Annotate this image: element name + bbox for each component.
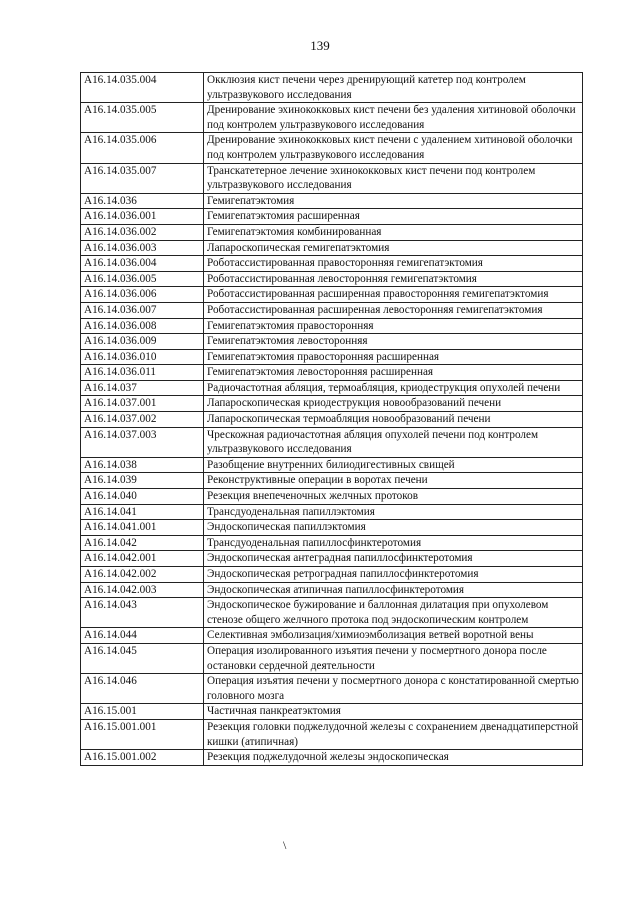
procedure-name-cell: Чрескожная радиочастотная абляция опухолей печени под контролем ультразвукового исследования [204, 427, 583, 457]
procedure-code-cell: A16.14.041.001 [81, 520, 204, 536]
table-row [81, 750, 583, 766]
procedure-name-cell: Дренирование эхинококковых кист печени без удаления хитиновой оболочки под контролем ультразвукового исследования [204, 103, 583, 133]
procedure-name-cell: Гемигепатэктомия [204, 193, 583, 209]
procedure-name-cell: Роботассистированная расширенная правосторонняя гемигепатэктомия [204, 287, 583, 303]
table-row [81, 674, 583, 704]
procedure-name-cell: Гемигепатэктомия комбинированная [204, 224, 583, 240]
procedure-name-cell: Резекция поджелудочной железы эндоскопическая [204, 750, 583, 766]
procedure-code-cell: A16.14.042.002 [81, 567, 204, 583]
procedure-name-cell: Эндоскопическое бужирование и баллонная дилатация при опухолевом стенозе общего желчного протока под эндоскопическим контролем [204, 598, 583, 628]
procedure-name-cell: Разобщение внутренних билиодигестивных свищей [204, 457, 583, 473]
procedure-code-cell: A16.14.045 [81, 643, 204, 673]
procedure-name-cell: Операция изъятия печени у посмертного донора с констатированной смертью головного мозга [204, 674, 583, 704]
procedure-name-cell: Эндоскопическая атипичная папиллосфинктеротомия [204, 582, 583, 598]
procedure-name-cell: Реконструктивные операции в воротах печени [204, 473, 583, 489]
procedure-name-cell: Гемигепатэктомия левосторонняя расширенная [204, 365, 583, 381]
table-row [81, 504, 583, 520]
procedure-code-cell: A16.14.037.001 [81, 396, 204, 412]
procedure-code-cell: A16.14.035.007 [81, 163, 204, 193]
procedure-code-cell: A16.14.042.003 [81, 582, 204, 598]
table-row [81, 457, 583, 473]
table-row [81, 271, 583, 287]
procedure-name-cell: Окклюзия кист печени через дренирующий катетер под контролем ультразвукового исследования [204, 73, 583, 103]
procedure-name-cell: Частичная панкреатэктомия [204, 704, 583, 720]
table-row [81, 302, 583, 318]
footer-mark: \ [283, 838, 287, 852]
procedure-name-cell: Радиочастотная абляция, термоабляция, криодеструкция опухолей печени [204, 380, 583, 396]
procedure-code-cell: A16.14.037 [81, 380, 204, 396]
procedure-code-cell: A16.14.043 [81, 598, 204, 628]
procedure-name-cell: Гемигепатэктомия правосторонняя расширенная [204, 349, 583, 365]
procedure-name-cell: Эндоскопическая ретроградная папиллосфинктеротомия [204, 567, 583, 583]
procedure-code-cell: A16.14.036.002 [81, 224, 204, 240]
table-row [81, 133, 583, 163]
table-row [81, 256, 583, 272]
table-row [81, 489, 583, 505]
table-row [81, 396, 583, 412]
procedure-name-cell: Трансдуоденальная папиллэктомия [204, 504, 583, 520]
table-row [81, 643, 583, 673]
table-row [81, 520, 583, 536]
procedure-code-cell: A16.14.036.003 [81, 240, 204, 256]
table-row [81, 719, 583, 749]
table-row [81, 598, 583, 628]
table-row [81, 287, 583, 303]
table-row [81, 427, 583, 457]
table-row [81, 73, 583, 103]
procedure-code-cell: A16.14.035.004 [81, 73, 204, 103]
procedure-name-cell: Лапароскопическая термоабляция новообразований печени [204, 412, 583, 428]
procedure-code-cell: A16.14.039 [81, 473, 204, 489]
procedure-code-cell: A16.14.036.011 [81, 365, 204, 381]
table-body [81, 73, 583, 766]
table-row [81, 582, 583, 598]
table-row [81, 535, 583, 551]
procedure-code-cell: A16.14.037.003 [81, 427, 204, 457]
procedure-code-cell: A16.14.036 [81, 193, 204, 209]
table-row [81, 365, 583, 381]
procedure-name-cell: Эндоскопическая антеградная папиллосфинктеротомия [204, 551, 583, 567]
table-row [81, 193, 583, 209]
procedure-name-cell: Гемигепатэктомия левосторонняя [204, 334, 583, 350]
procedure-code-table [80, 72, 583, 766]
table-row [81, 628, 583, 644]
procedure-code-cell: A16.14.044 [81, 628, 204, 644]
procedure-code-cell: A16.14.042.001 [81, 551, 204, 567]
procedure-name-cell: Лапароскопическая гемигепатэктомия [204, 240, 583, 256]
procedure-name-cell: Роботассистированная расширенная левосторонняя гемигепатэктомия [204, 302, 583, 318]
procedure-code-cell: A16.14.036.005 [81, 271, 204, 287]
table-row [81, 380, 583, 396]
table-row [81, 704, 583, 720]
procedure-name-cell: Эндоскопическая папиллэктомия [204, 520, 583, 536]
table-row [81, 240, 583, 256]
table-row [81, 334, 583, 350]
procedure-code-cell: A16.14.035.006 [81, 133, 204, 163]
table-row [81, 163, 583, 193]
procedure-name-cell: Трансдуоденальная папиллосфинктеротомия [204, 535, 583, 551]
procedure-name-cell: Гемигепатэктомия расширенная [204, 209, 583, 225]
procedure-code-cell: A16.14.035.005 [81, 103, 204, 133]
table-row [81, 318, 583, 334]
procedure-name-cell: Дренирование эхинококковых кист печени с удалением хитиновой оболочки под контролем ультразвукового исследования [204, 133, 583, 163]
procedure-code-cell: A16.14.041 [81, 504, 204, 520]
procedure-code-cell: A16.14.036.010 [81, 349, 204, 365]
table-row [81, 103, 583, 133]
procedure-code-cell: A16.14.040 [81, 489, 204, 505]
procedure-name-cell: Роботассистированная левосторонняя гемигепатэктомия [204, 271, 583, 287]
procedure-name-cell: Лапароскопическая криодеструкция новообразований печени [204, 396, 583, 412]
procedure-code-cell: A16.15.001.002 [81, 750, 204, 766]
procedure-name-cell: Резекция внепеченочных желчных протоков [204, 489, 583, 505]
procedure-name-cell: Селективная эмболизация/химиоэмболизация ветвей воротной вены [204, 628, 583, 644]
table-row [81, 412, 583, 428]
procedure-code-cell: A16.14.036.006 [81, 287, 204, 303]
procedure-code-cell: A16.14.037.002 [81, 412, 204, 428]
procedure-code-cell: A16.15.001 [81, 704, 204, 720]
procedure-code-cell: A16.14.036.007 [81, 302, 204, 318]
procedure-name-cell: Роботассистированная правосторонняя гемигепатэктомия [204, 256, 583, 272]
procedure-name-cell: Резекция головки поджелудочной железы с сохранением двенадцатиперстной кишки (атипичная) [204, 719, 583, 749]
procedure-code-cell: A16.14.042 [81, 535, 204, 551]
table-row [81, 209, 583, 225]
page-number: 139 [310, 38, 330, 53]
table-row [81, 551, 583, 567]
procedure-name-cell: Транскатетерное лечение эхинококковых кист печени под контролем ультразвукового исследования [204, 163, 583, 193]
table-row [81, 567, 583, 583]
procedure-name-cell: Операция изолированного изъятия печени у посмертного донора после остановки сердечной деятельности [204, 643, 583, 673]
procedure-code-cell: A16.14.046 [81, 674, 204, 704]
table-row [81, 349, 583, 365]
procedure-code-cell: A16.14.038 [81, 457, 204, 473]
procedure-code-cell: A16.14.036.008 [81, 318, 204, 334]
procedure-code-cell: A16.14.036.001 [81, 209, 204, 225]
table-row [81, 224, 583, 240]
procedure-name-cell: Гемигепатэктомия правосторонняя [204, 318, 583, 334]
table-row [81, 473, 583, 489]
procedure-code-cell: A16.14.036.009 [81, 334, 204, 350]
procedure-code-cell: A16.14.036.004 [81, 256, 204, 272]
procedure-code-cell: A16.15.001.001 [81, 719, 204, 749]
